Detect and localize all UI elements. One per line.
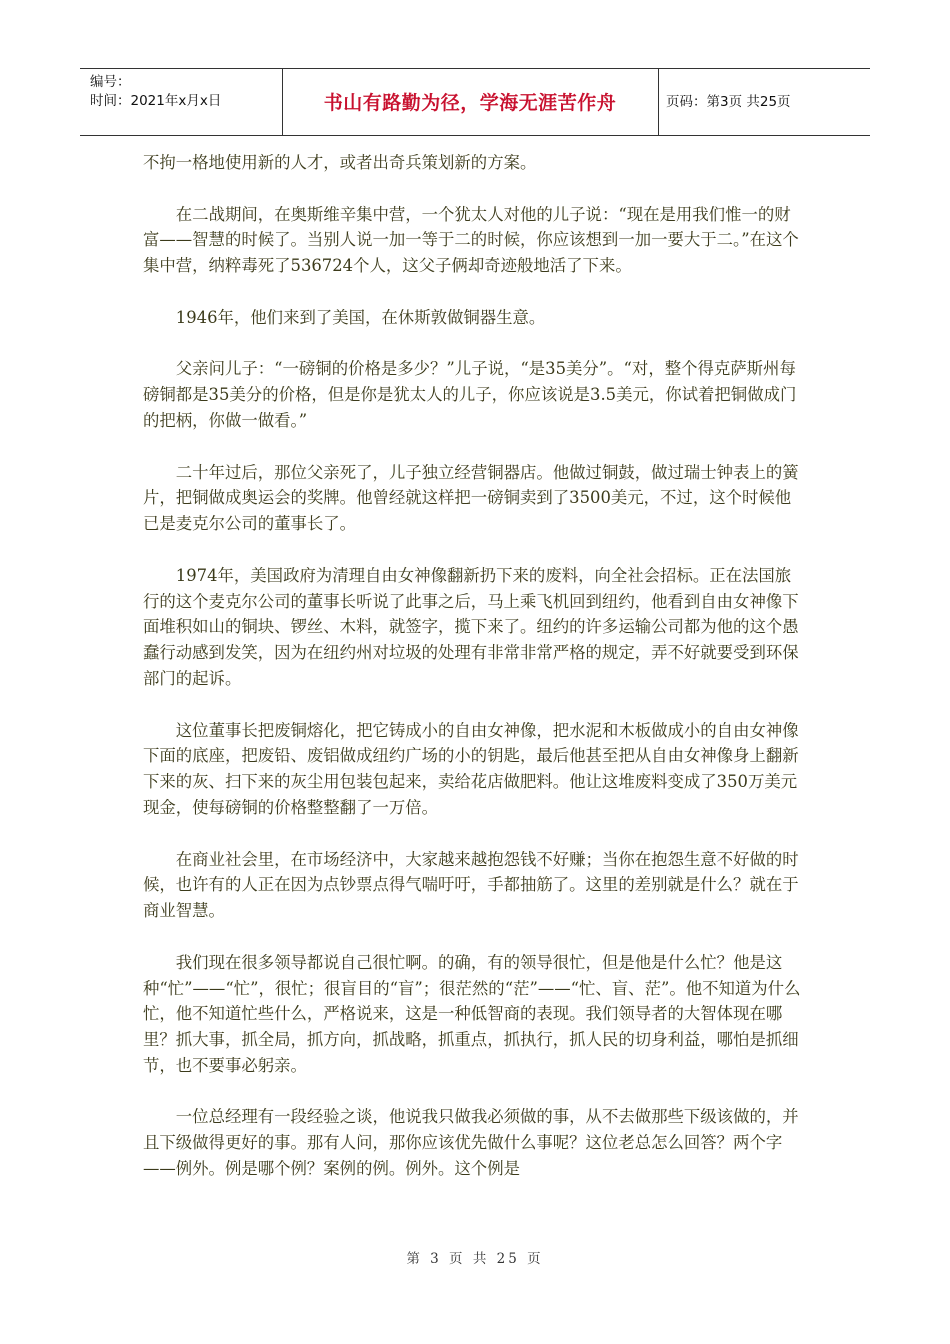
header-page-code: 页码：第3页 共25页 <box>666 94 791 110</box>
paragraph: 1946年，他们来到了美国，在休斯敦做铜器生意。 <box>175 307 546 327</box>
paragraph: 在二战期间，在奥斯维辛集中营，一个犹太人对他的儿子说：“现在是用我们惟一的财富——智慧的时候了。当别人说一加一等于二的时候，你应该想到一加一要大于二。”在这个集中营，纳粹毒死了536724个人，这父子俩却奇迹般地活了下来。 <box>143 204 799 276</box>
header-meta <box>90 73 221 111</box>
paragraph: 1974年，美国政府为清理自由女神像翻新扔下来的废料，向全社会招标。正在法国旅行的这个麦克尔公司的董事长听说了此事之后，马上乘飞机回到纽约，他看到自由女神像下面堆积如山的铜块、锣丝、木料，就签字，揽下来了。纽约的许多运输公司都为他的这个愚蠢行动感到发笑，因为在纽约州对垃圾的处理有非常非常严格的规定，弄不好就要受到环保部门的起诉。 <box>143 565 799 688</box>
header-motto: 书山有路勤为径，学海无涯苦作舟 <box>323 92 617 114</box>
page-footer: 第 3 页 共 25 页 <box>406 1251 544 1267</box>
paragraph: 在商业社会里，在市场经济中，大家越来越抱怨钱不好赚；当你在抱怨生意不好做的时候，也许有的人正在因为点钞票点得气喘吁吁，手都抽筋了。这里的差别就是什么？就在于商业智慧。 <box>143 849 799 921</box>
paragraph: 这位董事长把废铜熔化，把它铸成小的自由女神像，把水泥和木板做成小的自由女神像下面的底座，把废铅、废铝做成纽约广场的小的钥匙，最后他甚至把从自由女神像身上翻新下来的灰、扫下来的灰尘用包装包起来，卖给花店做肥料。他让这堆废料变成了350万美元现金，使每磅铜的价格整整翻了一万倍。 <box>143 720 799 817</box>
document-time-label: 时间：2021年x月x日 <box>90 93 222 109</box>
header-divider <box>658 69 659 135</box>
paragraph: 父亲问儿子：“一磅铜的价格是多少？”儿子说，“是35美分”。“对，整个得克萨斯州每磅铜都是35美分的价格，但是你是犹太人的儿子，你应该说是3.5美元，你试着把铜做成门的把柄，你做一做看。” <box>143 359 797 430</box>
document-body <box>143 150 805 1182</box>
paragraph: 一位总经理有一段经验之谈，他说我只做我必须做的事，从不去做那些下级该做的，并且下级做得更好的事。那有人问，那你应该优先做什么事呢？这位老总怎么回答？两个字——例外。例是哪个例？案例的例。例外。这个例是 <box>143 1107 799 1179</box>
document-number-label: 编号： <box>90 74 131 90</box>
paragraph: 我们现在很多领导都说自己很忙啊。的确，有的领导很忙，但是他是什么忙？他是这种“忙”——“忙”，很忙；很盲目的“盲”；很茫然的“茫”——“忙、盲、茫”。他不知道为什么忙，他不知道忙些什么，严格说来，这是一种低智商的表现。我们领导者的大智体现在哪里？抓大事，抓全局，抓方向，抓战略，抓重点，抓执行，抓人民的切身利益，哪怕是抓细节，也不要事必躬亲。 <box>143 952 801 1075</box>
page-header <box>80 68 870 136</box>
paragraph: 不拘一格地使用新的人才，或者出奇兵策划新的方案。 <box>143 153 537 172</box>
paragraph: 二十年过后，那位父亲死了，儿子独立经营铜器店。他做过铜鼓，做过瑞士钟表上的簧片，把铜做成奥运会的奖牌。他曾经就这样把一磅铜卖到了3500美元，不过，这个时候他已是麦克尔公司的董事长了。 <box>143 462 799 534</box>
